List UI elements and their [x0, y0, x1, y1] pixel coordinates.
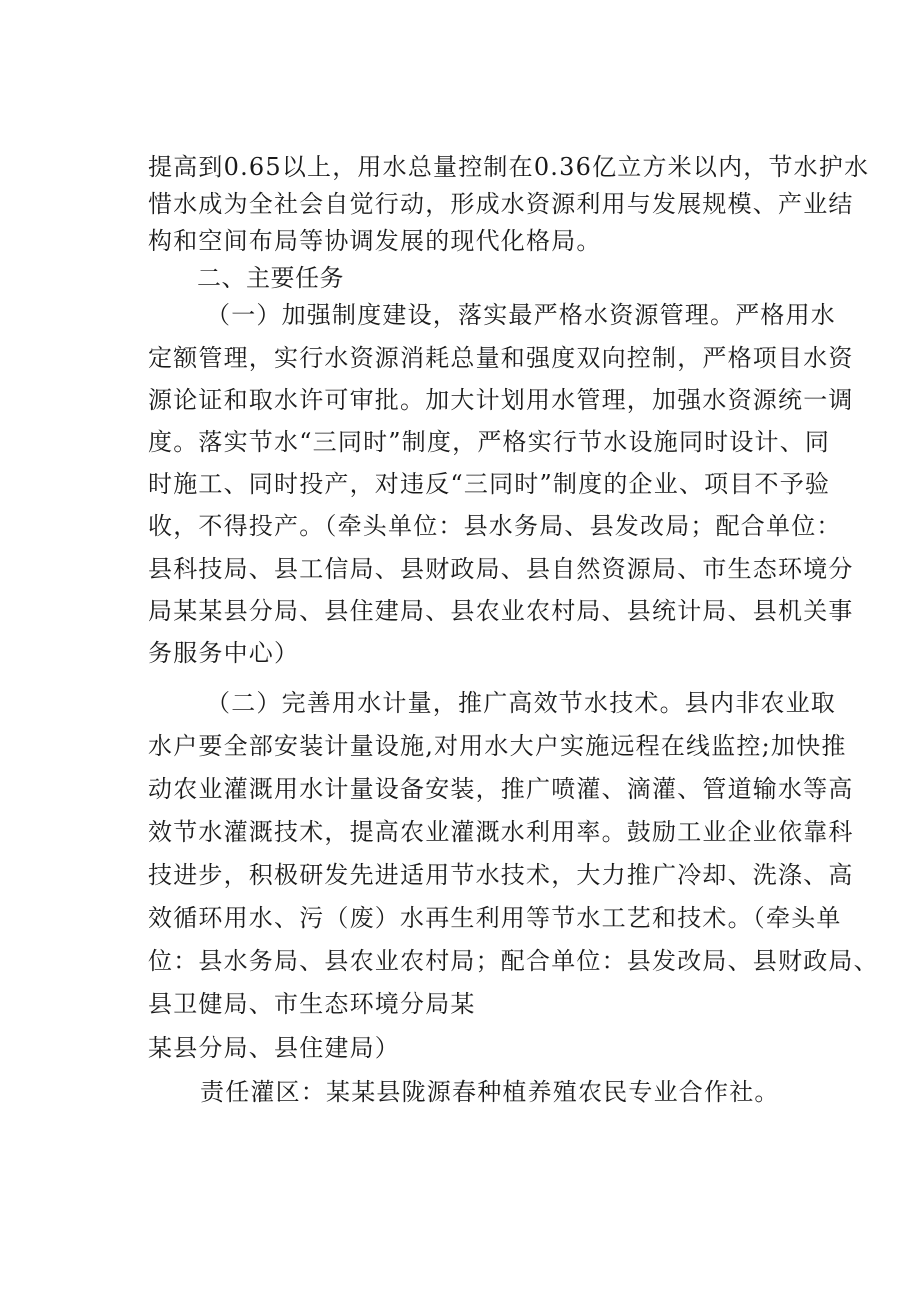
- task2-line-6: 效循环用水、污（废）水再生利用等节水工艺和技术。（牵头单: [148, 904, 842, 932]
- task1-line-4: 度。落实节水“三同时”制度，严格实行节水设施同时设计、同: [148, 428, 831, 456]
- task1-line-3: 源论证和取水许可审批。加大计划用水管理，加强水资源统一调: [148, 386, 854, 414]
- intro-line-1: 提高到0.65以上，用水总量控制在0.36亿立方米以内，节水护水: [148, 153, 870, 181]
- task2-line-2: 水户要全部安装计量设施,对用水大户实施远程在线监控;加快推: [148, 732, 847, 760]
- task2-line-4: 效节水灌溉技术，提高农业灌溉水利用率。鼓励工业企业依靠科: [148, 818, 854, 846]
- task1-line-6: 收，不得投产。（牵头单位：县水务局、县发改局；配合单位：: [148, 512, 842, 540]
- task1-line-5: 时施工、同时投产，对违反“三同时”制度的企业、项目不予验: [148, 470, 831, 498]
- intro-line-2: 惜水成为全社会自觉行动，形成水资源利用与发展规模、产业结: [148, 190, 854, 218]
- task1-line-9: 务服务中心）: [148, 639, 300, 667]
- task2-line-9: 某县分局、县住建局）: [148, 1034, 400, 1062]
- task1-line-8: 局某某县分局、县住建局、县农业农村局、县统计局、县机关事: [148, 597, 854, 625]
- task2-line-1: （二）完善用水计量，推广高效节水技术。县内非农业取: [206, 689, 836, 717]
- task1-line-1: （一）加强制度建设，落实最严格水资源管理。严格用水: [206, 301, 836, 329]
- task1-line-2: 定额管理，实行水资源消耗总量和强度双向控制，严格项目水资: [148, 344, 854, 372]
- section-heading: 二、主要任务: [197, 264, 344, 292]
- task2-line-5: 技进步，积极研发先进适用节水技术，大力推广冷却、洗涤、高: [148, 861, 854, 889]
- intro-line-3: 构和空间布局等协调发展的现代化格局。: [148, 227, 602, 255]
- responsibility-line: 责任灌区：某某县陇源春种植养殖农民专业合作社。: [200, 1078, 780, 1106]
- task2-line-8: 县卫健局、市生态环境分局某: [148, 990, 476, 1018]
- task2-line-3: 动农业灌溉用水计量设备安装，推广喷灌、滴灌、管道输水等高: [148, 775, 854, 803]
- task1-line-7: 县科技局、县工信局、县财政局、县自然资源局、市生态环境分: [148, 555, 854, 583]
- task2-line-7: 位：县水务局、县农业农村局；配合单位：县发改局、县财政局、: [148, 947, 879, 975]
